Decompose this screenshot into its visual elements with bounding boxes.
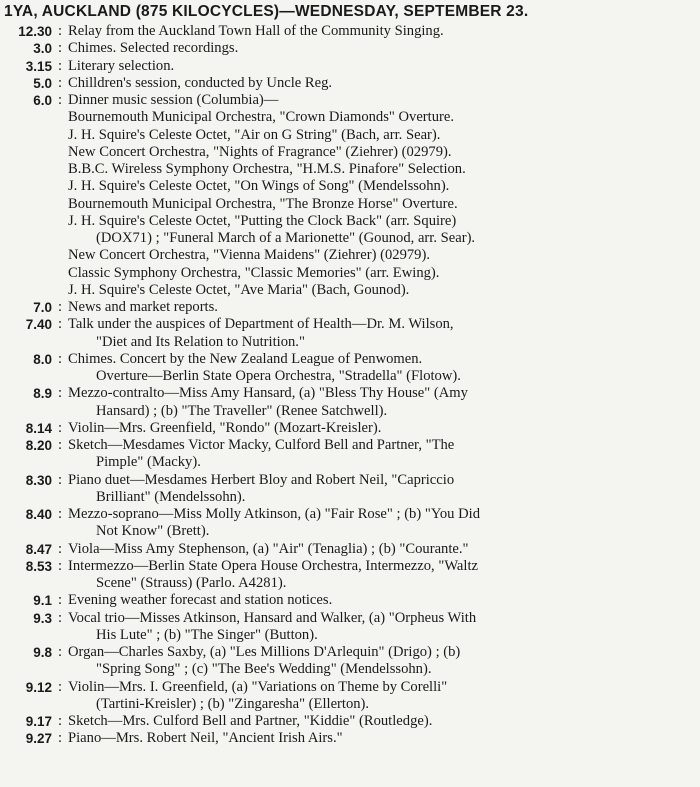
time-separator: : — [57, 506, 63, 522]
time-separator: : — [57, 350, 63, 367]
entry-time: 9.17 — [25, 714, 52, 729]
entry-line: Chimes. Selected recordings. — [68, 40, 239, 57]
time-separator: : — [57, 299, 63, 315]
time-separator: : — [57, 471, 63, 488]
programme-entry — [4, 541, 692, 558]
entry-description — [68, 610, 692, 645]
time-separator: : — [57, 730, 63, 747]
entry-line: Organ—Charles Saxby, (a) "Les Millions D'Arlequin" (Drigo) ; (b) — [68, 644, 461, 660]
entry-time: 9.12 — [25, 679, 52, 695]
entry-description — [68, 58, 692, 75]
entry-time: 8.9 — [33, 386, 52, 402]
entry-line: Overture—Berlin State Opera Orchestra, "Stradella" (Flotow). — [96, 368, 461, 384]
entry-description — [68, 420, 692, 437]
entry-time: 6.0 — [33, 93, 52, 108]
entry-line: Violin—Mrs. I. Greenfield, (a) "Variations on Theme by Corelli" — [68, 678, 448, 695]
entry-time: 9.8 — [33, 645, 52, 660]
programme-entry — [4, 437, 692, 472]
entry-line: (Tartini-Kreisler) ; (b) "Zingaresha" (Ellerton). — [96, 695, 370, 712]
entry-line: "Diet and Its Relation to Nutrition." — [96, 333, 305, 350]
time-separator: : — [57, 557, 63, 574]
entry-time: 8.30 — [25, 472, 52, 488]
entry-line: Viola—Miss Amy Stephenson, (a) "Air" (Tenaglia) ; (b) "Courante." — [68, 540, 469, 557]
programme-entry — [4, 351, 692, 386]
time-separator: : — [57, 678, 63, 695]
entry-line: Violin—Mrs. Greenfield, "Rondo" (Mozart-Kreisler). — [68, 419, 382, 436]
entry-time: 8.40 — [25, 507, 52, 522]
entry-time: 7.40 — [25, 317, 52, 333]
entry-line: B.B.C. Wireless Symphony Orchestra, "H.M.S. Pinafore" Selection. — [68, 161, 466, 177]
entry-description — [68, 23, 692, 40]
programme-entry — [4, 58, 692, 75]
entry-description — [68, 299, 692, 316]
entry-line: New Concert Orchestra, "Nights of Fragrance" (Ziehrer) (02979). — [68, 143, 452, 160]
entry-time: 3.0 — [33, 41, 52, 57]
entry-line: Brilliant" (Mendelssohn). — [96, 488, 246, 505]
entry-line: Sketch—Mesdames Victor Macky, Culford Bell and Partner, "The — [68, 437, 455, 453]
entry-time: 9.27 — [25, 731, 52, 747]
entry-description — [68, 75, 692, 92]
entry-line: News and market reports. — [68, 299, 218, 315]
time-separator: : — [57, 609, 63, 626]
time-separator: : — [57, 644, 63, 660]
entry-description — [68, 541, 692, 558]
entry-line: Bournemouth Municipal Orchestra, "The Bronze Horse" Overture. — [68, 195, 458, 212]
entry-description — [68, 40, 692, 57]
entry-line: Vocal trio—Misses Atkinson, Hansard and Walker, (a) "Orpheus With — [68, 609, 477, 626]
programme-entry — [4, 316, 692, 351]
time-separator: : — [57, 437, 63, 453]
programme-entry — [4, 40, 692, 57]
entry-description — [68, 351, 692, 386]
programme-entry — [4, 299, 692, 316]
time-separator: : — [57, 540, 63, 557]
entry-line: Bournemouth Municipal Orchestra, "Crown Diamonds" Overture. — [68, 109, 455, 126]
entry-line: (DOX71) ; "Funeral March of a Marionette" (Gounod, arr. Sear). — [96, 230, 476, 246]
programme-entry — [4, 75, 692, 92]
entry-line: Intermezzo—Berlin State Opera House Orchestra, Intermezzo, "Waltz — [68, 557, 478, 574]
entry-line: Classic Symphony Orchestra, "Classic Memories" (arr. Ewing). — [68, 264, 440, 281]
entry-line: Relay from the Auckland Town Hall of the Community Singing. — [68, 23, 444, 39]
entry-time: 5.0 — [33, 75, 52, 91]
entry-time: 7.0 — [33, 300, 52, 315]
entry-description — [68, 385, 692, 420]
programme-listing — [4, 23, 692, 748]
programme-entry — [4, 592, 692, 609]
entry-description — [68, 92, 692, 299]
time-separator: : — [57, 385, 63, 402]
time-separator: : — [57, 23, 63, 39]
entry-description — [68, 679, 692, 714]
entry-line: Evening weather forecast and station notices. — [68, 592, 333, 609]
programme-entry — [4, 713, 692, 730]
time-separator: : — [57, 92, 63, 108]
time-separator: : — [57, 713, 63, 729]
entry-description — [68, 506, 692, 541]
time-separator: : — [57, 40, 63, 57]
entry-time: 8.14 — [25, 420, 52, 436]
time-separator: : — [57, 419, 63, 436]
programme-entry — [4, 472, 692, 507]
programme-entry — [4, 385, 692, 420]
entry-line: Pimple" (Macky). — [96, 454, 201, 471]
entry-line: Sketch—Mrs. Culford Bell and Partner, "Kiddie" (Routledge). — [68, 713, 433, 729]
entry-line: Chilldren's session, conducted by Uncle Reg. — [68, 74, 333, 91]
time-separator: : — [57, 57, 63, 74]
programme-entry — [4, 730, 692, 747]
entry-line: New Concert Orchestra, "Vienna Maidens" (Ziehrer) (02979). — [68, 247, 430, 264]
entry-time: 9.3 — [33, 610, 52, 626]
entry-time: 8.47 — [25, 541, 52, 557]
entry-description — [68, 558, 692, 593]
entry-line: Dinner music session (Columbia)— — [68, 92, 279, 108]
entry-description — [68, 730, 692, 747]
entry-line: Not Know" (Brett). — [96, 523, 210, 540]
entry-line: Mezzo-soprano—Miss Molly Atkinson, (a) "Fair Rose" ; (b) "You Did — [68, 506, 481, 522]
entry-line: Piano—Mrs. Robert Neil, "Ancient Irish Airs." — [68, 730, 343, 747]
entry-time: 8.20 — [25, 438, 52, 453]
entry-line: J. H. Squire's Celeste Octet, "Air on G String" (Bach, arr. Sear). — [68, 126, 441, 143]
entry-line: Talk under the auspices of Department of Health—Dr. M. Wilson, — [68, 316, 454, 333]
entry-description — [68, 472, 692, 507]
time-separator: : — [57, 74, 63, 91]
entry-line: Literary selection. — [68, 57, 175, 74]
entry-time: 8.53 — [25, 558, 52, 574]
entry-time: 3.15 — [25, 58, 52, 74]
entry-description — [68, 316, 692, 351]
entry-line: Hansard) ; (b) "The Traveller" (Renee Satchwell). — [96, 402, 388, 419]
programme-entry — [4, 679, 692, 714]
entry-line: Piano duet—Mesdames Herbert Bloy and Robert Neil, "Capriccio — [68, 471, 455, 488]
entry-description — [68, 592, 692, 609]
programme-entry — [4, 610, 692, 645]
programme-entry — [4, 23, 692, 40]
entry-line: Mezzo-contralto—Miss Amy Hansard, (a) "Bless Thy House" (Amy — [68, 385, 468, 402]
programme-entry — [4, 506, 692, 541]
entry-description — [68, 644, 692, 679]
programme-entry — [4, 558, 692, 593]
programme-entry — [4, 420, 692, 437]
entry-time: 9.1 — [33, 593, 52, 609]
entry-time: 12.30 — [18, 24, 52, 39]
entry-time: 8.0 — [33, 351, 52, 367]
station-heading: 1YA, AUCKLAND (875 KILOCYCLES)—WEDNESDAY, SEPTEMBER 23. — [4, 3, 529, 20]
programme-entry — [4, 92, 692, 299]
entry-line: His Lute" ; (b) "The Singer" (Button). — [96, 626, 318, 643]
entry-line: Chimes. Concert by the New Zealand League of Penwomen. — [68, 350, 423, 367]
time-separator: : — [57, 592, 63, 609]
entry-description — [68, 713, 692, 730]
programme-entry — [4, 644, 692, 679]
entry-line: Scene" (Strauss) (Parlo. A4281). — [96, 575, 287, 591]
entry-line: "Spring Song" ; (c) "The Bee's Wedding" (Mendelssohn). — [96, 661, 432, 678]
time-separator: : — [57, 316, 63, 333]
entry-line: J. H. Squire's Celeste Octet, "Putting the Clock Back" (arr. Squire) — [68, 212, 457, 229]
entry-line: J. H. Squire's Celeste Octet, "Ave Maria" (Bach, Gounod). — [68, 281, 410, 298]
entry-line: J. H. Squire's Celeste Octet, "On Wings of Song" (Mendelssohn). — [68, 178, 450, 195]
entry-description — [68, 437, 692, 472]
